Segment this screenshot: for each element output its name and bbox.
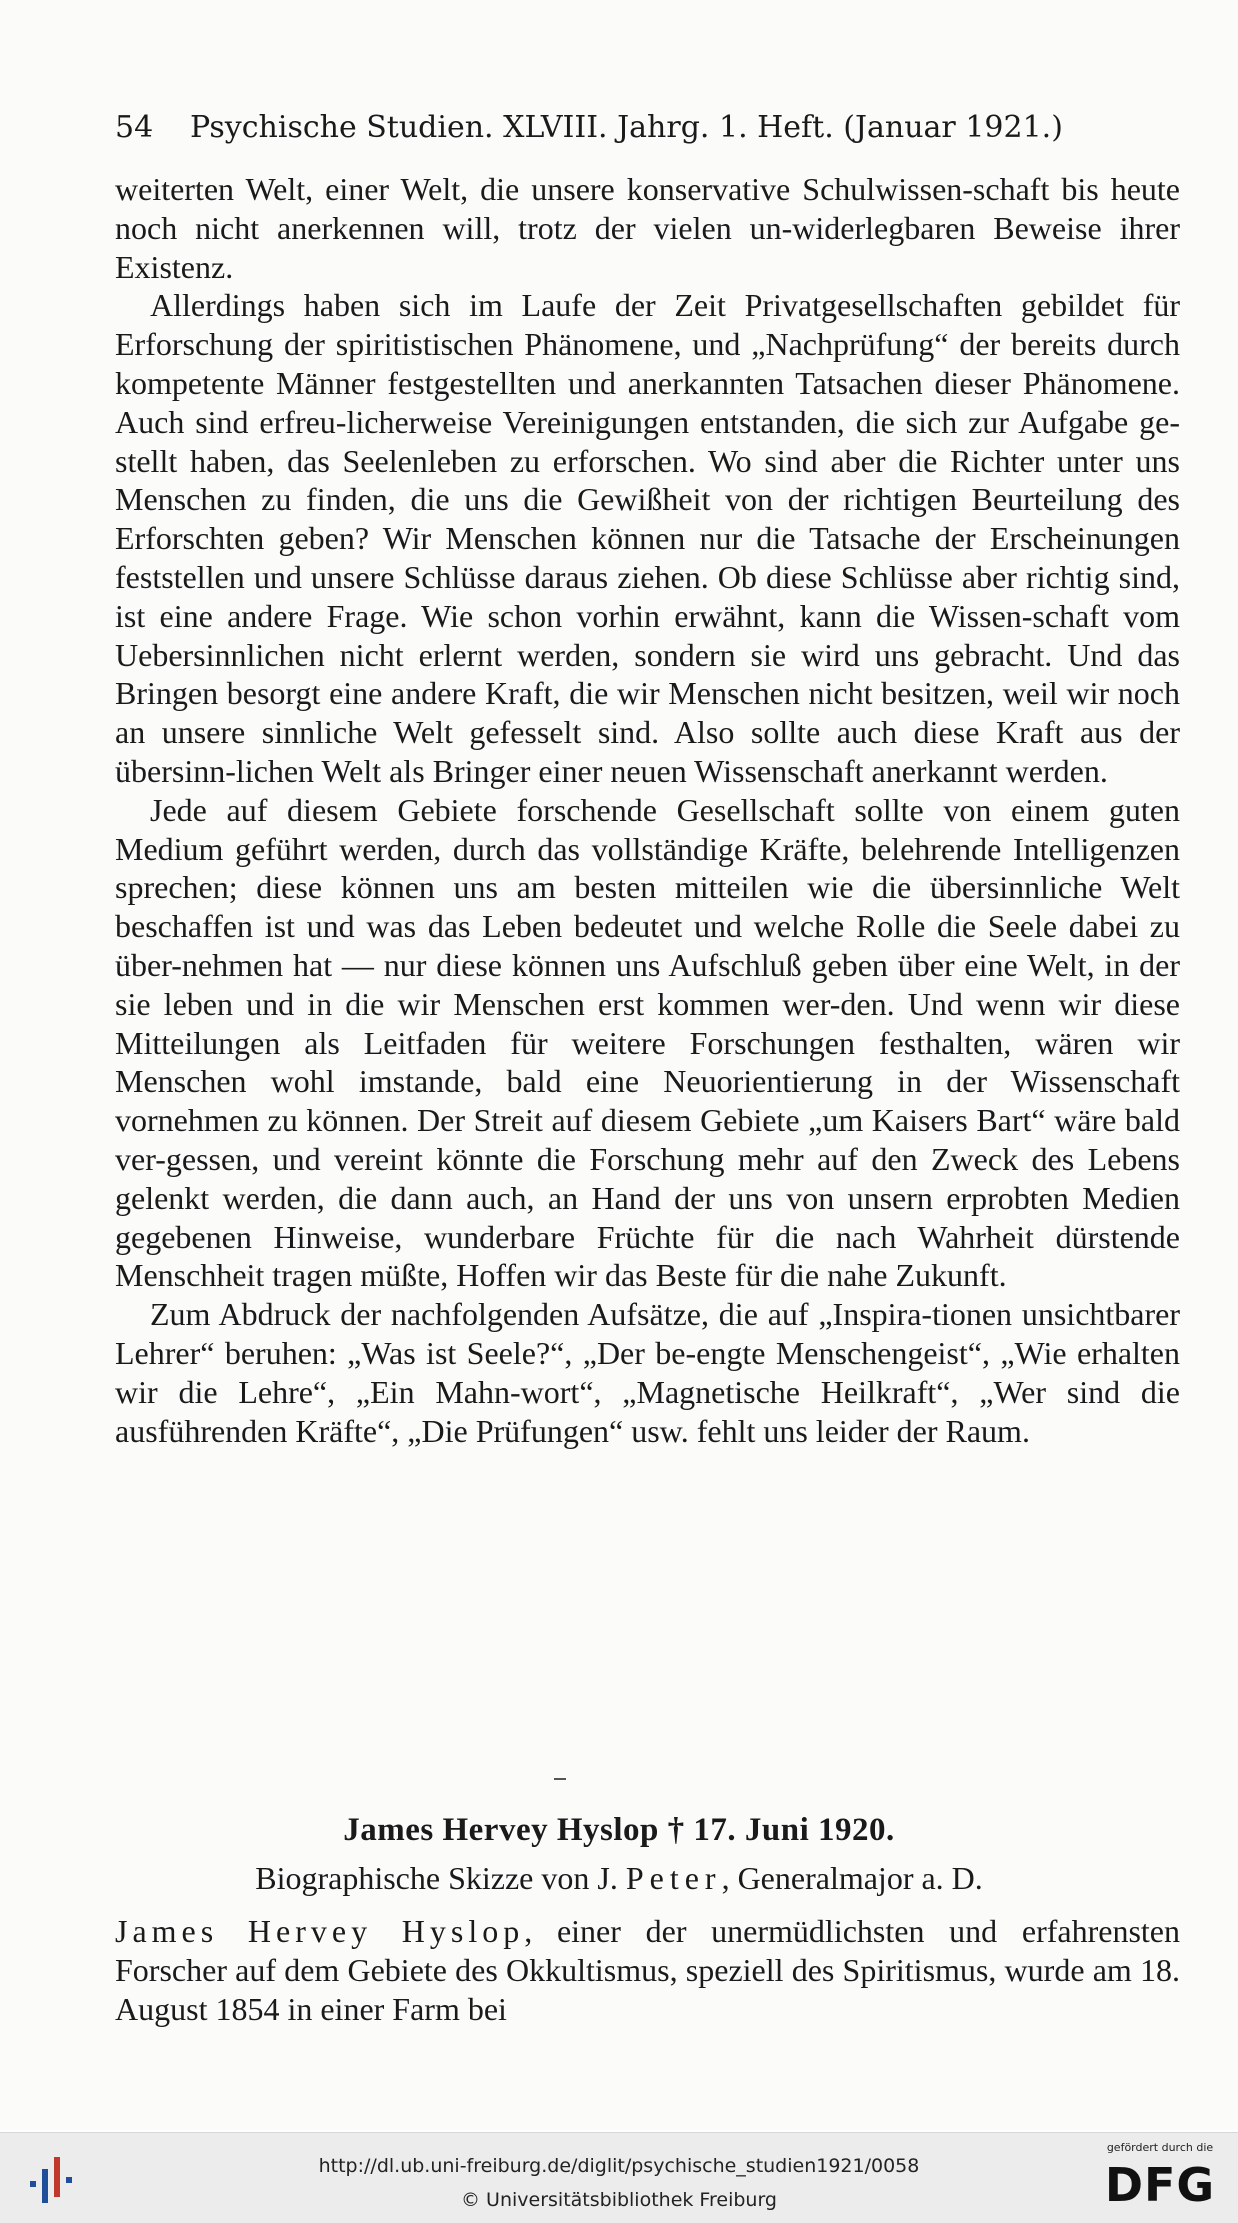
obituary-opening: , einer der unermüdlichsten und erfahrensten Forscher auf dem Gebiete des Okkultismus, speziell des Spiritismus, wurde am 18. August 1854 in einer Farm bei (115, 1913, 1181, 2027)
viewer-footer (0, 2132, 1238, 2223)
article-body (115, 170, 1180, 1450)
running-header (115, 108, 1125, 148)
subtitle-prefix: Biographische Skizze von J. (255, 1860, 626, 1896)
dfg-caption: gefördert durch die (1106, 2141, 1214, 2154)
obituary-text (115, 1912, 1180, 2029)
paragraph: Jede auf diesem Gebiete forschende Gesellschaft sollte von einem guten Medium geführt werden, durch das vollständige Kräfte, belehrende Intelligenzen sprechen; diese können uns am besten mitteilen wie die übersinnliche Welt beschaffen ist und was das Leben bedeutet und welche Rolle die Seele dabei zu über-nehmen hat — nur diese können uns Aufschluß geben über eine Welt, in der sie leben und in die wir Menschen erst kommen wer-den. Und wenn wir diese Mitteilungen als Leitfaden für weitere Forschungen festhalten, wären wir Menschen wohl imstande, bald eine Neuorientierung in der Wissenschaft vornehmen zu können. Der Streit auf diesem Gebiete „um Kaisers Bart“ wäre bald ver-gessen, und vereint könnte die Forschung mehr auf den Zweck des Lebens gelenkt werden, die dann auch, an Hand der uns von unsern erprobten Medien gegebenen Hinweise, wunderbare Früchte für die nach Wahrheit dürstende Menschheit tragen müßte, Hoffen wir das Beste für die nahe Zukunft. (115, 791, 1180, 1294)
copyright-notice: © Universitätsbibliothek Freiburg (461, 2189, 777, 2211)
running-title: Psychische Studien. XLVIII. Jahrg. 1. Heft. (Januar 1921.) (190, 110, 1063, 145)
section-divider (554, 1778, 566, 1780)
dfg-mark: DFG (1104, 2158, 1216, 2212)
subtitle-suffix: , Generalmajor a. D. (721, 1860, 983, 1896)
dfg-logo (1092, 2141, 1228, 2219)
paragraph: Allerdings haben sich im Laufe der Zeit Privatgesellschaften gebildet für Erforschung der spiritistischen Phänomene, und „Nachprüfung“ der bereits durch kompetente Männer festgestellten und anerkannten Tatsachen dieser Phänomene. Auch sind erfreu-licherweise Vereinigungen entstanden, die sich zur Aufgabe ge-stellt haben, das Seelenleben zu erforschen. Wo sind aber die Richter unter uns Menschen zu finden, die uns die Gewißheit von der richtigen Beurteilung des Erforschten geben? Wir Menschen können nur die Tatsache der Erscheinungen feststellen und unsere Schlüsse daraus ziehen. Ob diese Schlüsse aber richtig sind, ist eine andere Frage. Wie schon vorhin erwähnt, kann die Wissen-schaft vom Uebersinnlichen nicht erlernt werden, sondern sie wird uns gebracht. Und das Bringen besorgt eine andere Kraft, die wir Menschen nicht besitzen, weil wir noch an unsere sinnliche Welt gefesselt sind. Also sollte auch diese Kraft aus der übersinn-lichen Welt als Bringer einer neuen Wissenschaft anerkannt werden. (115, 287, 1180, 789)
obituary-title: James Hervey Hyslop † 17. Juni 1920. (343, 1812, 895, 1848)
subtitle-author: Peter (625, 1860, 722, 1896)
paragraph-continued: weiterten Welt, einer Welt, die unsere konservative Schulwissen-schaft bis heute noch nicht anerkennen will, trotz der vielen un-widerlegbaren Beweise ihrer Existenz. (115, 171, 1180, 285)
page-number: 54 (115, 110, 154, 145)
obituary-name: James Hervey Hyslop (115, 1913, 525, 1949)
obituary-subtitle (0, 1858, 1238, 1898)
paragraph: Zum Abdruck der nachfolgenden Aufsätze, die auf „Inspira-tionen unsichtbarer Lehrer“ beruhen: „Was ist Seele?“, „Der be-engte Menschengeist“, „Wie erhalten wir die Lehre“, „Ein Mahn-wort“, „Magnetische Heilkraft“, „Wer sind die ausführenden Kräfte“, „Die Prüfungen“ usw. fehlt uns leider der Raum. (115, 1296, 1180, 1449)
permalink-url[interactable]: http://dl.ub.uni-freiburg.de/diglit/psychische_studien1921/0058 (318, 2155, 920, 2177)
